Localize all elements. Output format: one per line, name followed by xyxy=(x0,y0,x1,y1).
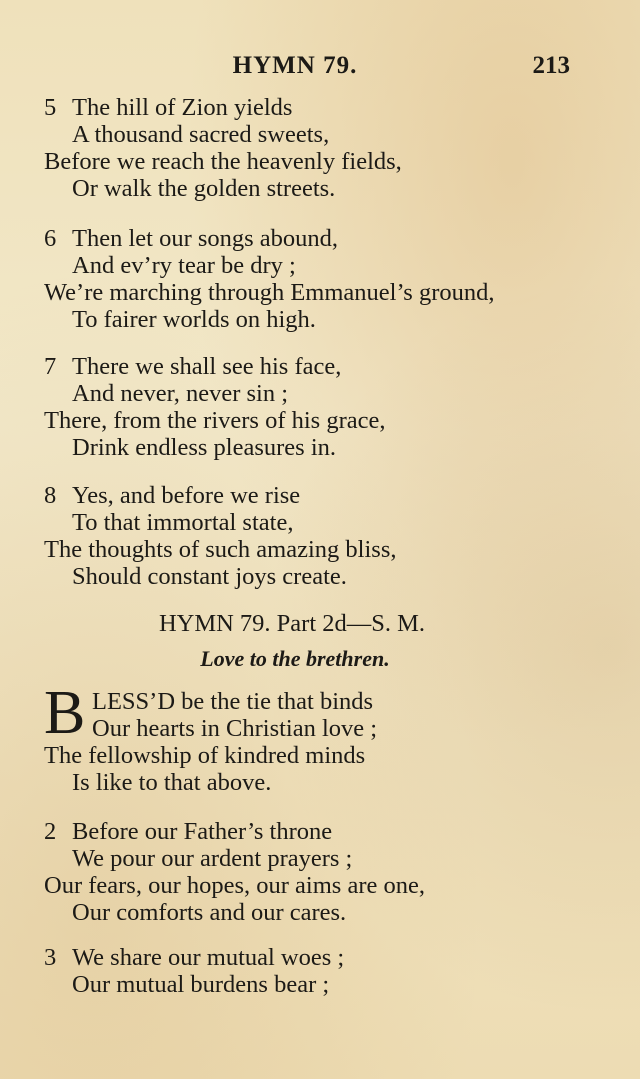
part-2-stanza-3-line-2: Our mutual burdens bear ; xyxy=(72,971,330,998)
stanza-number: 7 xyxy=(44,353,57,380)
part-2-stanza-1-line-2: Our hearts in Christian love ; xyxy=(92,715,378,742)
part-2-stanza-1-line-4: Is like to that above. xyxy=(72,769,272,796)
stanza-7-line-3: There, from the rivers of his grace, xyxy=(44,407,386,434)
stanza-number: 5 xyxy=(44,94,57,121)
stanza-number: 6 xyxy=(44,225,57,252)
part-2-stanza-2-line-4: Our comforts and our cares. xyxy=(72,899,347,926)
part-2-stanza-3-line-1: 3 We share our mutual woes ; xyxy=(44,944,345,971)
part-2-stanza-2-line-1: 2 Before our Father’s throne xyxy=(44,818,333,845)
part-2-title: HYMN 79. Part 2d—S. M. xyxy=(158,610,426,637)
part-2-subtitle: Love to the brethren. xyxy=(200,646,390,671)
stanza-8-line-2: To that immortal state, xyxy=(72,509,294,536)
stanza-5-line-4: Or walk the golden streets. xyxy=(72,175,336,202)
stanza-5-line-3: Before we reach the heavenly fields, xyxy=(44,148,402,175)
stanza-number: 3 xyxy=(44,944,57,971)
part-2-stanza-1-line-1: LESS’D be the tie that binds xyxy=(92,688,374,715)
part-2-stanza-2-line-3: Our fears, our hopes, our aims are one, xyxy=(44,872,425,899)
page-number: 213 xyxy=(532,52,570,79)
stanza-7-line-4: Drink endless pleasures in. xyxy=(72,434,336,461)
part-2-stanza-1-line-3: The fellowship of kindred minds xyxy=(44,742,366,769)
stanza-number: 8 xyxy=(44,482,57,509)
stanza-6-line-2: And ev’ry tear be dry ; xyxy=(72,252,296,279)
stanza-7-line-2: And never, never sin ; xyxy=(72,380,289,407)
stanza-8-line-4: Should constant joys create. xyxy=(72,563,347,590)
stanza-5-line-1: 5 The hill of Zion yields xyxy=(44,94,293,121)
stanza-number: 2 xyxy=(44,818,57,845)
stanza-6-line-3: We’re marching through Emmanuel’s ground, xyxy=(44,279,495,306)
stanza-7-line-1: 7 There we shall see his face, xyxy=(44,353,342,380)
page-header-title: HYMN 79. xyxy=(232,52,358,79)
stanza-8-line-3: The thoughts of such amazing bliss, xyxy=(44,536,397,563)
drop-cap: B xyxy=(44,679,86,747)
stanza-5-line-2: A thousand sacred sweets, xyxy=(72,121,330,148)
stanza-8-line-1: 8 Yes, and before we rise xyxy=(44,482,301,509)
stanza-6-line-1: 6 Then let our songs abound, xyxy=(44,225,339,252)
part-2-stanza-2-line-2: We pour our ardent prayers ; xyxy=(72,845,353,872)
stanza-6-line-4: To fairer worlds on high. xyxy=(72,306,316,333)
